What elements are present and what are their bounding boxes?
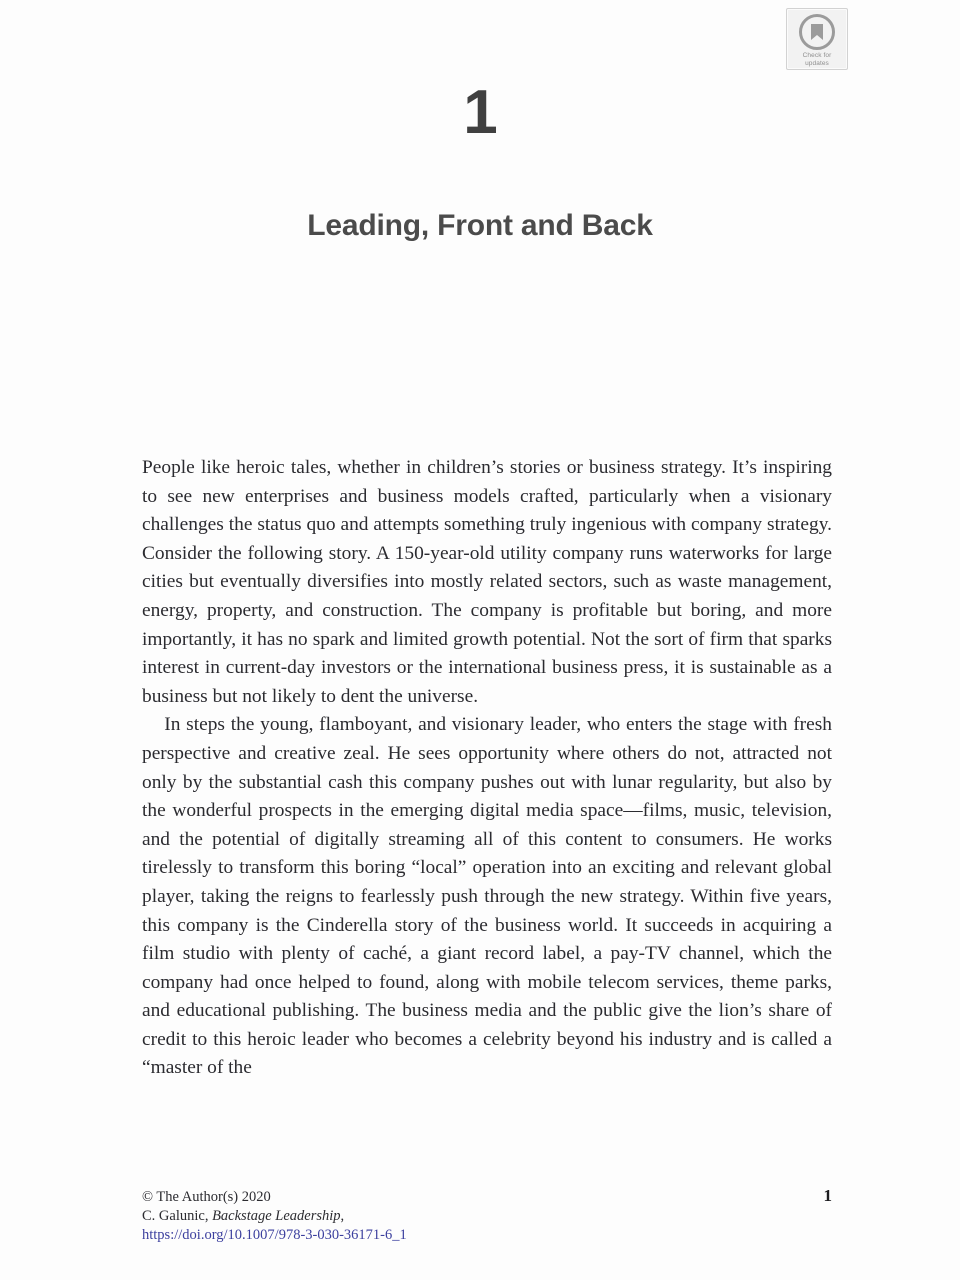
- citation-author: C. Galunic,: [142, 1208, 213, 1224]
- doi-link[interactable]: https://doi.org/10.1007/978-3-030-36171-6_1: [142, 1227, 407, 1243]
- paragraph-1: People like heroic tales, whether in children’s stories or business strategy. It’s inspiring to see new enterprises and business models crafted, particularly when a visionary challenges the status quo and attempts something truly ingenious with company strategy. Consider the following story. A 150-year-old utility company runs waterworks for large cities but eventually diversifies into mostly related sectors, such as waste management, energy, property, and construction. The company is profitable but boring, and more importantly, it has no spark and limited growth potential. Not the sort of firm that sparks interest in current-day investors or the international business press, it is sustainable as a business but not likely to dent the universe.: [142, 457, 832, 707]
- crossmark-label-line2: updates: [805, 59, 829, 67]
- citation-suffix: ,: [340, 1208, 345, 1224]
- chapter-number: 1: [463, 78, 497, 147]
- crossmark-label-line1: Check for: [802, 52, 832, 59]
- body-text: [142, 454, 832, 1083]
- chapter-title: Leading, Front and Back: [307, 209, 653, 243]
- copyright-line: © The Author(s) 2020: [142, 1189, 271, 1205]
- footer: [142, 1188, 832, 1245]
- citation-line: [142, 1207, 832, 1226]
- page-number: 1: [823, 1186, 832, 1205]
- crossmark-icon: [799, 14, 835, 50]
- crossmark-check-for-updates-badge[interactable]: [786, 8, 848, 70]
- paragraph-2: In steps the young, flamboyant, and visionary leader, who enters the stage with fresh perspective and creative zeal. He sees opportunity where others do not, attracted not only by the substantial cash this company pushes out with lunar regularity, but also by the wonderful prospects in the emerging digital media space—films, music, television, and the potential of digitally streaming all of this content to consumers. He works tirelessly to transform this boring “local” operation into an exciting and relevant global player, taking the reigns to fearlessly push through the new strategy. Within five years, this company is the Cinderella story of the business world. It succeeds in acquiring a film studio with plenty of caché, a giant record label, a pay-TV channel, which the company had once helped to found, along with mobile telecom services, theme parks, and educational publishing. The business media and the public give the lion’s share of credit to this heroic leader who becomes a celebrity beyond his industry and is called a “master of the: [142, 714, 832, 1079]
- crossmark-label: [789, 52, 845, 67]
- citation-title: Backstage Leadership: [212, 1208, 341, 1224]
